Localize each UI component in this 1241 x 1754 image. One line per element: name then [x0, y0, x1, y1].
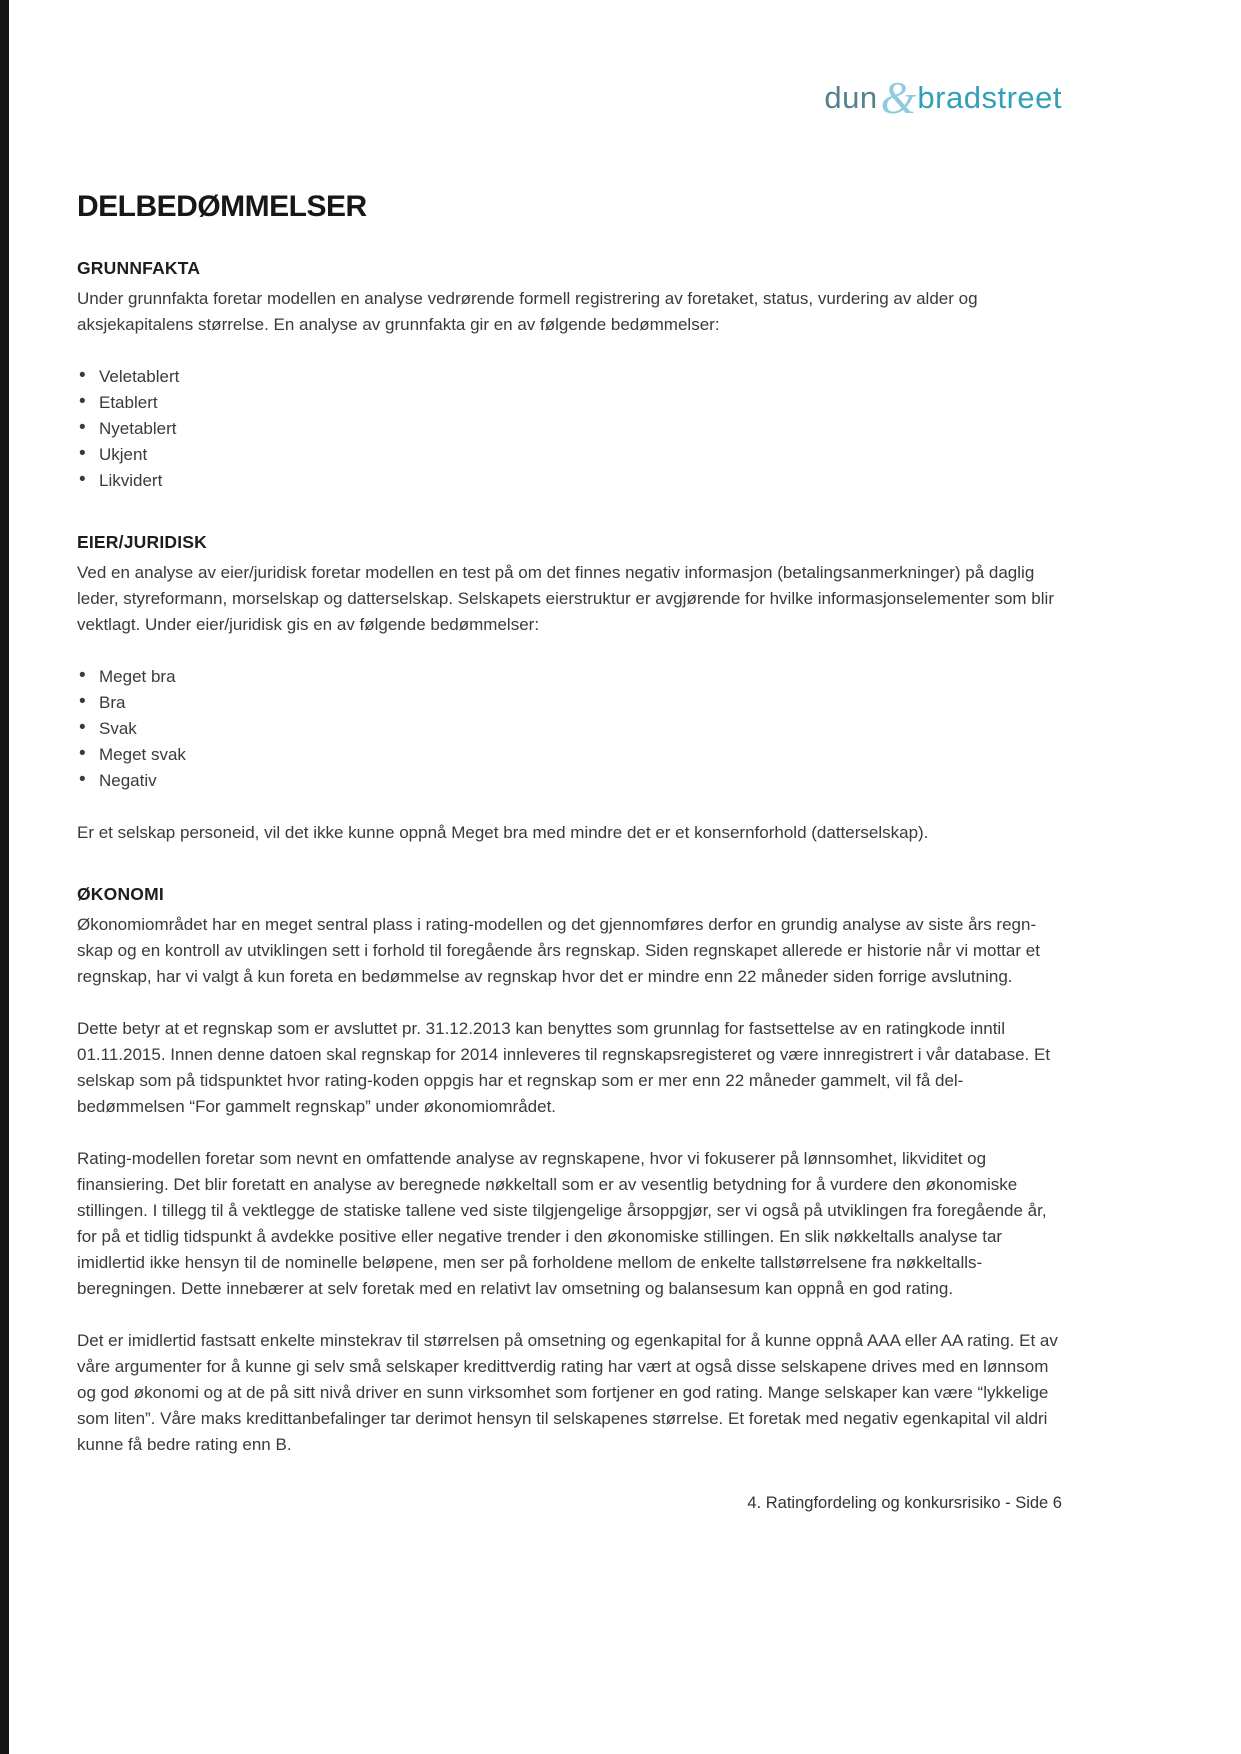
- list-item: • Negativ: [77, 768, 1062, 794]
- page-title: DELBEDØMMELSER: [77, 190, 367, 223]
- grunnfakta-bullet-list: [77, 364, 1062, 494]
- grunnfakta-intro-paragraph: Under grunnfakta foretar modellen en analyse vedrørende formell registrering av foretaket, status, vurdering av alder og aksjekapitalens størrelse. En analyse av grunnfakta gir en av følgende bedømmelser:: [77, 289, 978, 334]
- list-item: • Veletablert: [77, 364, 1062, 390]
- okonomi-paragraph-4: Det er imidlertid fastsatt enkelte minstekrav til størrelsen på omsetning og egenkapital for å kunne oppnå AAA eller AA rating. Et av våre argumenter for å kunne gi selv små selskaper kredittverdig rating har vært at også disse selskapene drives med en lønnsom og god økonomi og at de på sitt nivå driver en sunn virksomhet som fortjener en god rating. Mange selskaper kan være “lykkelige som liten”. Våre maks kredittanbefalinger tar derimot hensyn til selskapenes størrelse. Et foretak med negativ egenkapital vil aldri kunne få bedre rating enn B.: [77, 1331, 1058, 1454]
- list-item: • Svak: [77, 716, 1062, 742]
- list-item: • Meget svak: [77, 742, 1062, 768]
- logo-ampersand-icon: &: [880, 72, 917, 123]
- eier-juridisk-note-paragraph: Er et selskap personeid, vil det ikke kunne oppnå Meget bra med mindre det er et konsernforhold (datterselskap).: [77, 823, 929, 842]
- logo-text-dun: dun: [824, 80, 878, 115]
- eier-juridisk-bullet-list: [77, 664, 1062, 794]
- list-item: • Etablert: [77, 390, 1062, 416]
- section-heading-okonomi: ØKONOMI: [77, 884, 164, 904]
- list-item: • Meget bra: [77, 664, 1062, 690]
- list-item: • Nyetablert: [77, 416, 1062, 442]
- logo-text-bradstreet: bradstreet: [917, 80, 1062, 115]
- list-item: • Likvidert: [77, 468, 1062, 494]
- section-heading-eier-juridisk: EIER/JURIDISK: [77, 532, 207, 552]
- eier-juridisk-intro-paragraph: Ved en analyse av eier/juridisk foretar modellen en test på om det finnes negativ informasjon (betalingsanmerkninger) på daglig leder, styreformann, morselskap og datterselskap. Selskapets eierstruktur er avgjørende for hvilke informasjonselementer som blir vektlagt. Under eier/juridisk gis en av følgende bedømmelser:: [77, 563, 1054, 634]
- list-item: • Ukjent: [77, 442, 1062, 468]
- document-content: [77, 0, 1062, 1458]
- section-heading-grunnfakta: GRUNNFAKTA: [77, 258, 201, 278]
- page-left-edge: [0, 0, 9, 1754]
- list-item: • Bra: [77, 690, 1062, 716]
- okonomi-paragraph-2: Dette betyr at et regnskap som er avsluttet pr. 31.12.2013 kan benyttes som grunnlag for fastsettelse av en ratingkode inntil 01.11.2015. Innen denne datoen skal regnskap for 2014 innleveres til regnskapsregisteret og være innregistrert i vår database. Et selskap som på tidspunktet hvor rating-koden oppgis har et regnskap som er mer enn 22 måneder gammelt, vil få del- bedømmelsen “For gammelt regnskap” under økonomiområdet.: [77, 1019, 1051, 1116]
- okonomi-paragraph-3: Rating-modellen foretar som nevnt en omfattende analyse av regnskapene, hvor vi fokuserer på lønnsomhet, likviditet og finansiering. Det blir foretatt en analyse av beregnede nøkkeltall som er av vesentlig betydning for å vurdere den økonomiske stillingen. I tillegg til å vektlegge de statiske tallene ved siste tilgjengelige årsoppgjør, ser vi også på utviklingen fra foregående år, for på et tidlig tidspunkt å avdekke positive eller negative trender i den økonomiske stillingen. En slik nøkkeltalls analyse tar imidlertid ikke hensyn til de nominelle beløpene, men ser på forholdene mellom de enkelte tallstørrelsene fra nøkkeltalls- beregningen. Dette innebærer at selv foretak med en relativt lav omsetning og balansesum kan oppnå en god rating.: [77, 1149, 1047, 1298]
- okonomi-paragraph-1: Økonomiområdet har en meget sentral plass i rating-modellen og det gjennomføres derfor en grundig analyse av siste års regn- skap og en kontroll av utviklingen sett i forhold til foregående års regnskap. Siden regnskapet allerede er historie når vi mottar et regnskap, har vi valgt å kun foreta en bedømmelse av regnskap hvor det er mindre enn 22 måneder siden forrige avslutning.: [77, 915, 1040, 986]
- page-footer: 4. Ratingfordeling og konkursrisiko - Side 6: [747, 1494, 1062, 1512]
